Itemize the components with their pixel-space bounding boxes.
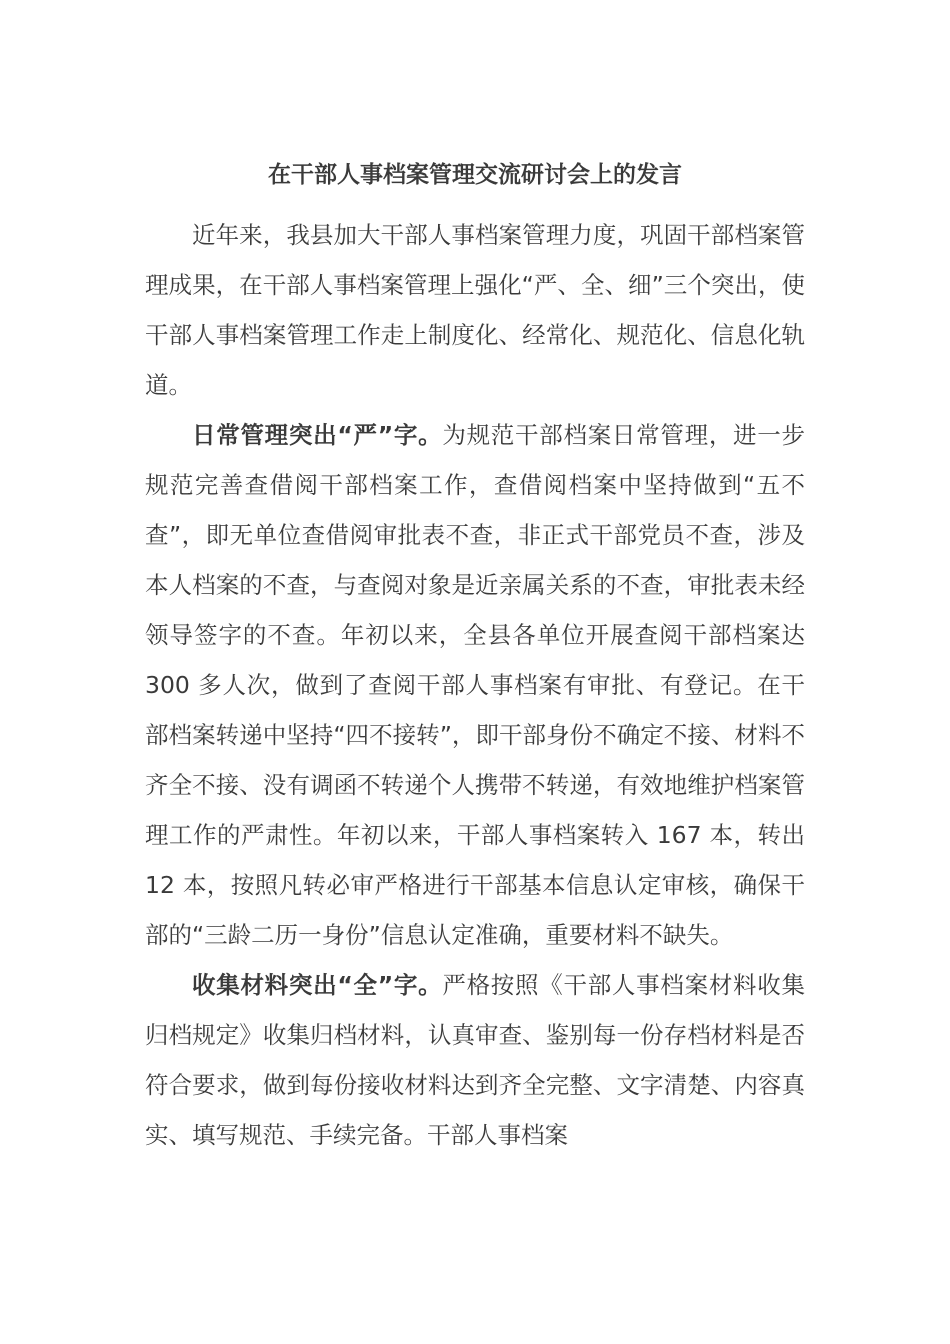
paragraph-text: 近年来，我县加大干部人事档案管理力度，巩固干部档案管理成果，在干部人事档案管理上强化“严、全、细”三个突出，使干部人事档案管理工作走上制度化、经常化、规范化、信息化轨道。 [145, 221, 805, 399]
paragraph-material-collection [145, 960, 805, 1160]
paragraph-daily-management [145, 410, 805, 960]
document-title: 在干部人事档案管理交流研讨会上的发言 [268, 162, 682, 188]
paragraph-lead: 日常管理突出“严”字。 [192, 421, 443, 449]
paragraph-text: 严格按照《干部人事档案材料收集归档规定》收集归档材料，认真审查、鉴别每一份存档材料是否符合要求，做到每份接收材料达到齐全完整、文字清楚、内容真实、填写规范、手续完备。干部人事档案 [145, 971, 806, 1149]
document-body [145, 210, 805, 1160]
paragraph-lead: 收集材料突出“全”字。 [192, 971, 443, 999]
paragraph-text: 为规范干部档案日常管理，进一步规范完善查借阅干部档案工作，查借阅档案中坚持做到“五不查”，即无单位查借阅审批表不查，非正式干部党员不查，涉及本人档案的不查，与查阅对象是近亲属关系的不查，审批表未经领导签字的不查。年初以来，全县各单位开展查阅干部档案达 300 多人次，做到了查阅干部人事档案有审批、有登记。在干部档案转递中坚持“四不接转”，即干部身份不确定不接、材料不齐全不接、没有调函不转递个人携带不转递，有效地维护档案管理工作的严肃性。年初以来，干部人事档案转入 167 本，转出 12 本，按照凡转必审严格进行干部基本信息认定审核，确保干部的“三龄二历一身份”信息认定准确，重要材料不缺失。 [145, 421, 806, 949]
paragraph-intro [145, 210, 805, 410]
